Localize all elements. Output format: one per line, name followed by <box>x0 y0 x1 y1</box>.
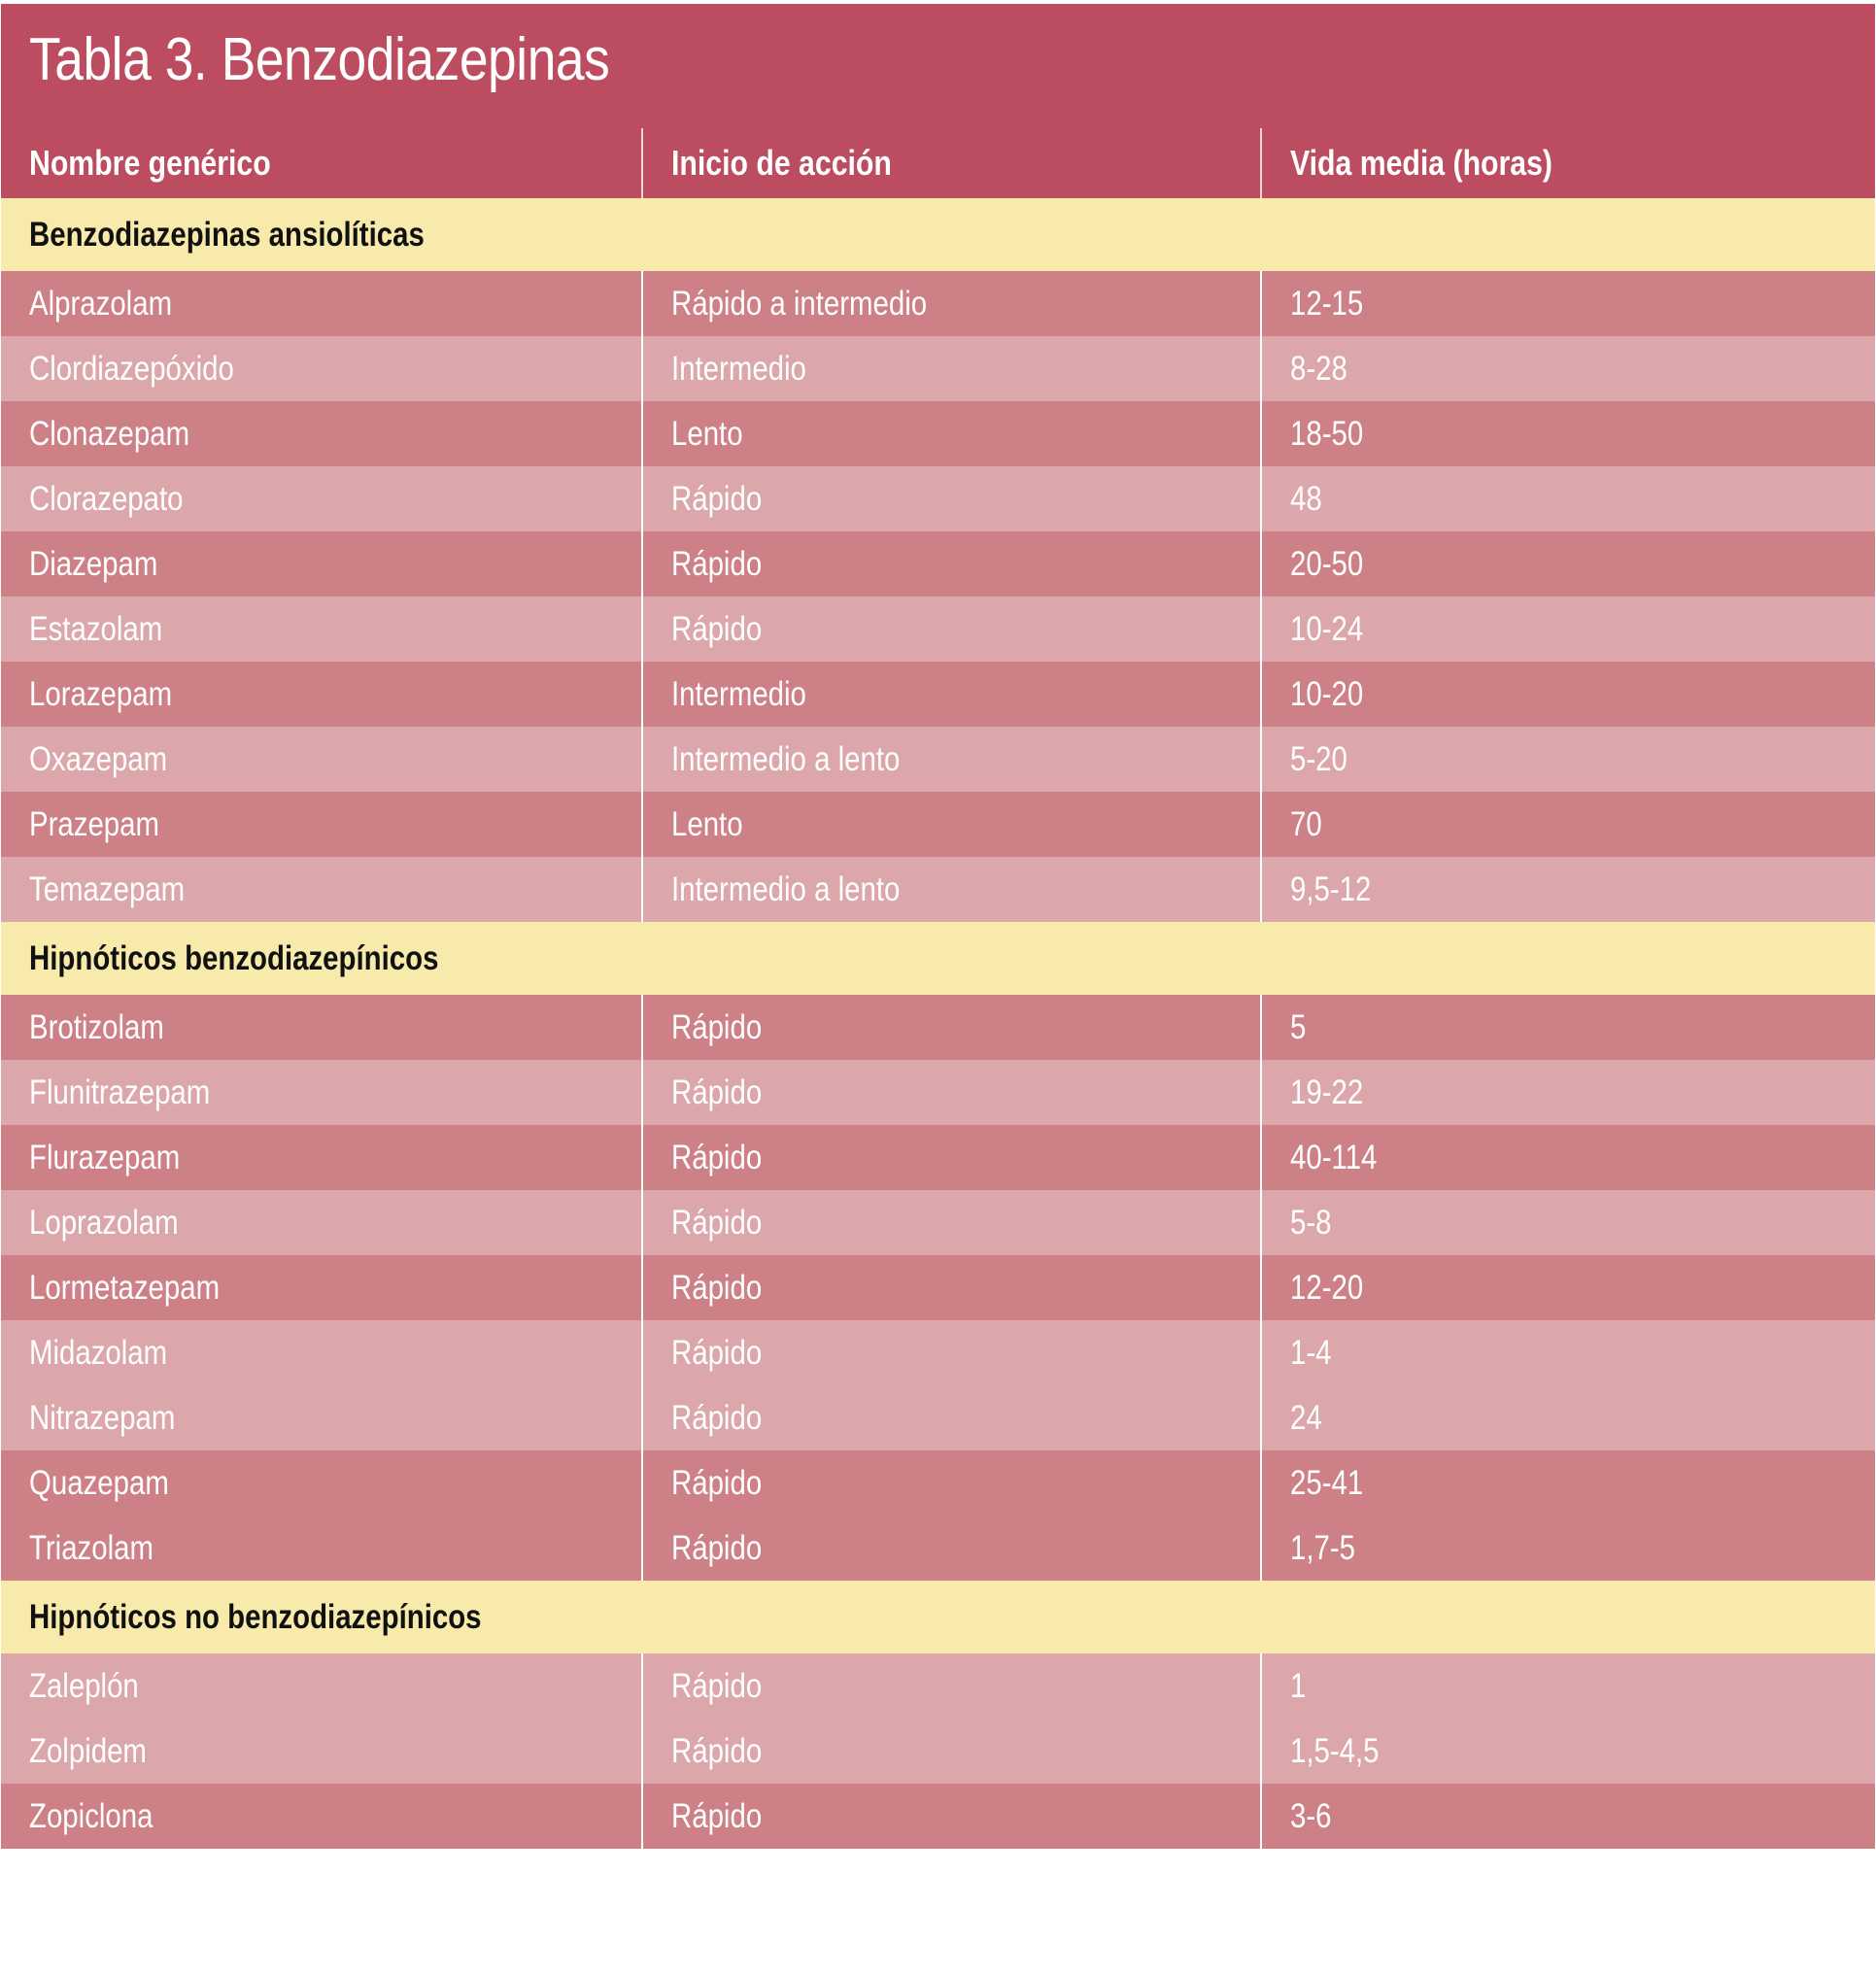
cell-nombre <box>1 857 643 922</box>
table-row <box>1 1450 1875 1516</box>
cell-inicio <box>643 1719 1262 1784</box>
cell-inicio-text: Rápido <box>671 1398 763 1437</box>
cell-vida-text: 1,5-4,5 <box>1290 1731 1380 1770</box>
cell-nombre <box>1 401 643 466</box>
cell-vida <box>1262 1516 1875 1581</box>
cell-vida-text: 1,7-5 <box>1290 1528 1356 1567</box>
table-row <box>1 1516 1875 1581</box>
cell-vida <box>1262 857 1875 922</box>
cell-inicio-text: Rápido <box>671 1268 763 1307</box>
cell-nombre <box>1 1125 643 1190</box>
cell-inicio <box>643 662 1262 727</box>
benzodiazepine-table <box>1 4 1875 1849</box>
table-row <box>1 1125 1875 1190</box>
cell-vida-text: 5-8 <box>1290 1203 1332 1242</box>
cell-inicio-text: Lento <box>671 804 743 843</box>
cell-nombre-text: Zopiclona <box>29 1796 153 1835</box>
cell-vida-text: 25-41 <box>1290 1463 1364 1502</box>
cell-inicio-text: Rápido <box>671 544 763 583</box>
cell-nombre-text: Brotizolam <box>29 1007 164 1046</box>
cell-inicio <box>643 1450 1262 1516</box>
cell-inicio <box>643 271 1262 336</box>
cell-vida <box>1262 466 1875 531</box>
column-header-nombre: Nombre genérico <box>1 128 643 198</box>
cell-vida-text: 8-28 <box>1290 349 1347 388</box>
cell-nombre-text: Diazepam <box>29 544 158 583</box>
cell-inicio <box>643 401 1262 466</box>
table-row <box>1 271 1875 336</box>
cell-vida-text: 10-20 <box>1290 674 1364 713</box>
cell-inicio <box>643 596 1262 662</box>
cell-inicio <box>643 995 1262 1060</box>
cell-nombre-text: Loprazolam <box>29 1203 179 1242</box>
table-row <box>1 857 1875 922</box>
table-row <box>1 336 1875 401</box>
table-title: Tabla 3. Benzodiazepinas <box>29 26 610 93</box>
table-row <box>1 466 1875 531</box>
cell-inicio-text: Rápido <box>671 1731 763 1770</box>
cell-nombre <box>1 1653 643 1719</box>
table-row <box>1 995 1875 1060</box>
cell-nombre <box>1 336 643 401</box>
cell-vida-text: 18-50 <box>1290 414 1364 453</box>
cell-nombre <box>1 466 643 531</box>
cell-vida <box>1262 401 1875 466</box>
cell-inicio <box>643 531 1262 596</box>
cell-inicio <box>643 1653 1262 1719</box>
table-row <box>1 1320 1875 1385</box>
cell-nombre <box>1 1719 643 1784</box>
cell-vida-text: 1-4 <box>1290 1333 1332 1372</box>
cell-inicio-text: Intermedio <box>671 674 806 713</box>
cell-vida-text: 9,5-12 <box>1290 869 1372 908</box>
cell-nombre-text: Flurazepam <box>29 1138 181 1176</box>
column-header-row <box>1 128 1875 198</box>
cell-nombre <box>1 271 643 336</box>
cell-nombre <box>1 1190 643 1255</box>
cell-vida-text: 48 <box>1290 479 1322 518</box>
table-row <box>1 727 1875 792</box>
cell-vida <box>1262 336 1875 401</box>
table-row <box>1 531 1875 596</box>
cell-inicio-text: Intermedio a lento <box>671 869 901 908</box>
cell-nombre <box>1 1320 643 1385</box>
cell-inicio <box>643 466 1262 531</box>
cell-nombre <box>1 792 643 857</box>
cell-nombre <box>1 727 643 792</box>
cell-nombre <box>1 596 643 662</box>
cell-vida <box>1262 1255 1875 1320</box>
cell-nombre-text: Clorazepato <box>29 479 184 518</box>
cell-nombre <box>1 1255 643 1320</box>
cell-vida <box>1262 995 1875 1060</box>
section-header-cell <box>1 922 1875 995</box>
cell-inicio <box>643 1255 1262 1320</box>
cell-inicio-text: Rápido <box>671 1138 763 1176</box>
cell-vida-text: 12-15 <box>1290 284 1364 323</box>
table-row <box>1 596 1875 662</box>
section-header-row <box>1 198 1875 271</box>
cell-nombre-text: Zolpidem <box>29 1731 147 1770</box>
cell-vida <box>1262 1719 1875 1784</box>
cell-nombre-text: Oxazepam <box>29 739 168 778</box>
section-header-cell <box>1 1581 1875 1653</box>
cell-nombre-text: Midazolam <box>29 1333 168 1372</box>
section-header-row <box>1 922 1875 995</box>
cell-vida <box>1262 1784 1875 1849</box>
cell-nombre <box>1 995 643 1060</box>
cell-nombre <box>1 1784 643 1849</box>
cell-inicio <box>643 1385 1262 1450</box>
cell-vida-text: 19-22 <box>1290 1073 1364 1111</box>
cell-nombre-text: Quazepam <box>29 1463 169 1502</box>
cell-vida-text: 40-114 <box>1290 1138 1378 1176</box>
cell-nombre <box>1 1516 643 1581</box>
cell-vida <box>1262 271 1875 336</box>
cell-nombre-text: Flunitrazepam <box>29 1073 211 1111</box>
column-header-inicio: Inicio de acción <box>643 128 1262 198</box>
cell-nombre-text: Nitrazepam <box>29 1398 176 1437</box>
table-row <box>1 1653 1875 1719</box>
section-header-cell <box>1 198 1875 271</box>
cell-inicio <box>643 857 1262 922</box>
section-header-row <box>1 1581 1875 1653</box>
table-row <box>1 1255 1875 1320</box>
cell-inicio <box>643 1320 1262 1385</box>
cell-vida <box>1262 1190 1875 1255</box>
section-header-label: Benzodiazepinas ansiolíticas <box>29 215 425 254</box>
table-row <box>1 1060 1875 1125</box>
cell-vida-text: 20-50 <box>1290 544 1364 583</box>
cell-nombre <box>1 1450 643 1516</box>
cell-inicio-text: Rápido <box>671 1333 763 1372</box>
cell-inicio <box>643 336 1262 401</box>
cell-nombre-text: Zaleplón <box>29 1666 139 1705</box>
cell-nombre <box>1 662 643 727</box>
cell-nombre-text: Estazolam <box>29 609 163 648</box>
cell-vida <box>1262 1125 1875 1190</box>
cell-nombre-text: Triazolam <box>29 1528 153 1567</box>
cell-inicio-text: Rápido <box>671 1463 763 1502</box>
table-row <box>1 792 1875 857</box>
cell-inicio-text: Rápido <box>671 1073 763 1111</box>
cell-inicio-text: Rápido <box>671 1007 763 1046</box>
cell-vida <box>1262 596 1875 662</box>
cell-vida <box>1262 1385 1875 1450</box>
cell-vida-text: 3-6 <box>1290 1796 1332 1835</box>
cell-vida <box>1262 1320 1875 1385</box>
cell-nombre <box>1 531 643 596</box>
column-header-vida: Vida media (horas) <box>1290 143 1553 183</box>
cell-vida-text: 12-20 <box>1290 1268 1364 1307</box>
cell-nombre-text: Temazepam <box>29 869 186 908</box>
cell-nombre-text: Alprazolam <box>29 284 173 323</box>
cell-inicio-text: Lento <box>671 414 743 453</box>
table-row <box>1 662 1875 727</box>
table-body <box>1 198 1875 1849</box>
cell-vida-text: 70 <box>1290 804 1322 843</box>
table-row <box>1 1385 1875 1450</box>
table-row <box>1 1190 1875 1255</box>
cell-inicio-text: Intermedio <box>671 349 806 388</box>
cell-nombre-text: Clonazepam <box>29 414 190 453</box>
section-header-label: Hipnóticos no benzodiazepínicos <box>29 1597 482 1636</box>
cell-inicio-text: Intermedio a lento <box>671 739 901 778</box>
cell-inicio-text: Rápido <box>671 1666 763 1705</box>
cell-vida <box>1262 662 1875 727</box>
cell-inicio-text: Rápido <box>671 479 763 518</box>
cell-vida-text: 5-20 <box>1290 739 1347 778</box>
table-row <box>1 401 1875 466</box>
cell-vida-text: 24 <box>1290 1398 1322 1437</box>
section-header-label: Hipnóticos benzodiazepínicos <box>29 938 439 977</box>
cell-nombre <box>1 1060 643 1125</box>
cell-nombre-text: Clordiazepóxido <box>29 349 234 388</box>
cell-vida <box>1262 1450 1875 1516</box>
cell-inicio <box>643 1060 1262 1125</box>
cell-inicio <box>643 1190 1262 1255</box>
cell-inicio-text: Rápido <box>671 609 763 648</box>
cell-vida <box>1262 792 1875 857</box>
table-row <box>1 1719 1875 1784</box>
table-row <box>1 1784 1875 1849</box>
cell-inicio-text: Rápido <box>671 1528 763 1567</box>
cell-vida <box>1262 531 1875 596</box>
cell-nombre-text: Lormetazepam <box>29 1268 221 1307</box>
cell-vida-text: 5 <box>1290 1007 1307 1046</box>
cell-vida-text: 10-24 <box>1290 609 1364 648</box>
cell-inicio <box>643 1784 1262 1849</box>
cell-vida-text: 1 <box>1290 1666 1307 1705</box>
cell-vida <box>1262 1060 1875 1125</box>
cell-nombre <box>1 1385 643 1450</box>
cell-inicio-text: Rápido a intermedio <box>671 284 928 323</box>
cell-inicio <box>643 1125 1262 1190</box>
cell-nombre-text: Prazepam <box>29 804 160 843</box>
cell-inicio <box>643 1516 1262 1581</box>
cell-vida <box>1262 1653 1875 1719</box>
cell-nombre-text: Lorazepam <box>29 674 173 713</box>
cell-inicio-text: Rápido <box>671 1203 763 1242</box>
title-bar <box>1 4 1875 128</box>
cell-inicio-text: Rápido <box>671 1796 763 1835</box>
cell-vida <box>1262 727 1875 792</box>
cell-inicio <box>643 727 1262 792</box>
cell-inicio <box>643 792 1262 857</box>
